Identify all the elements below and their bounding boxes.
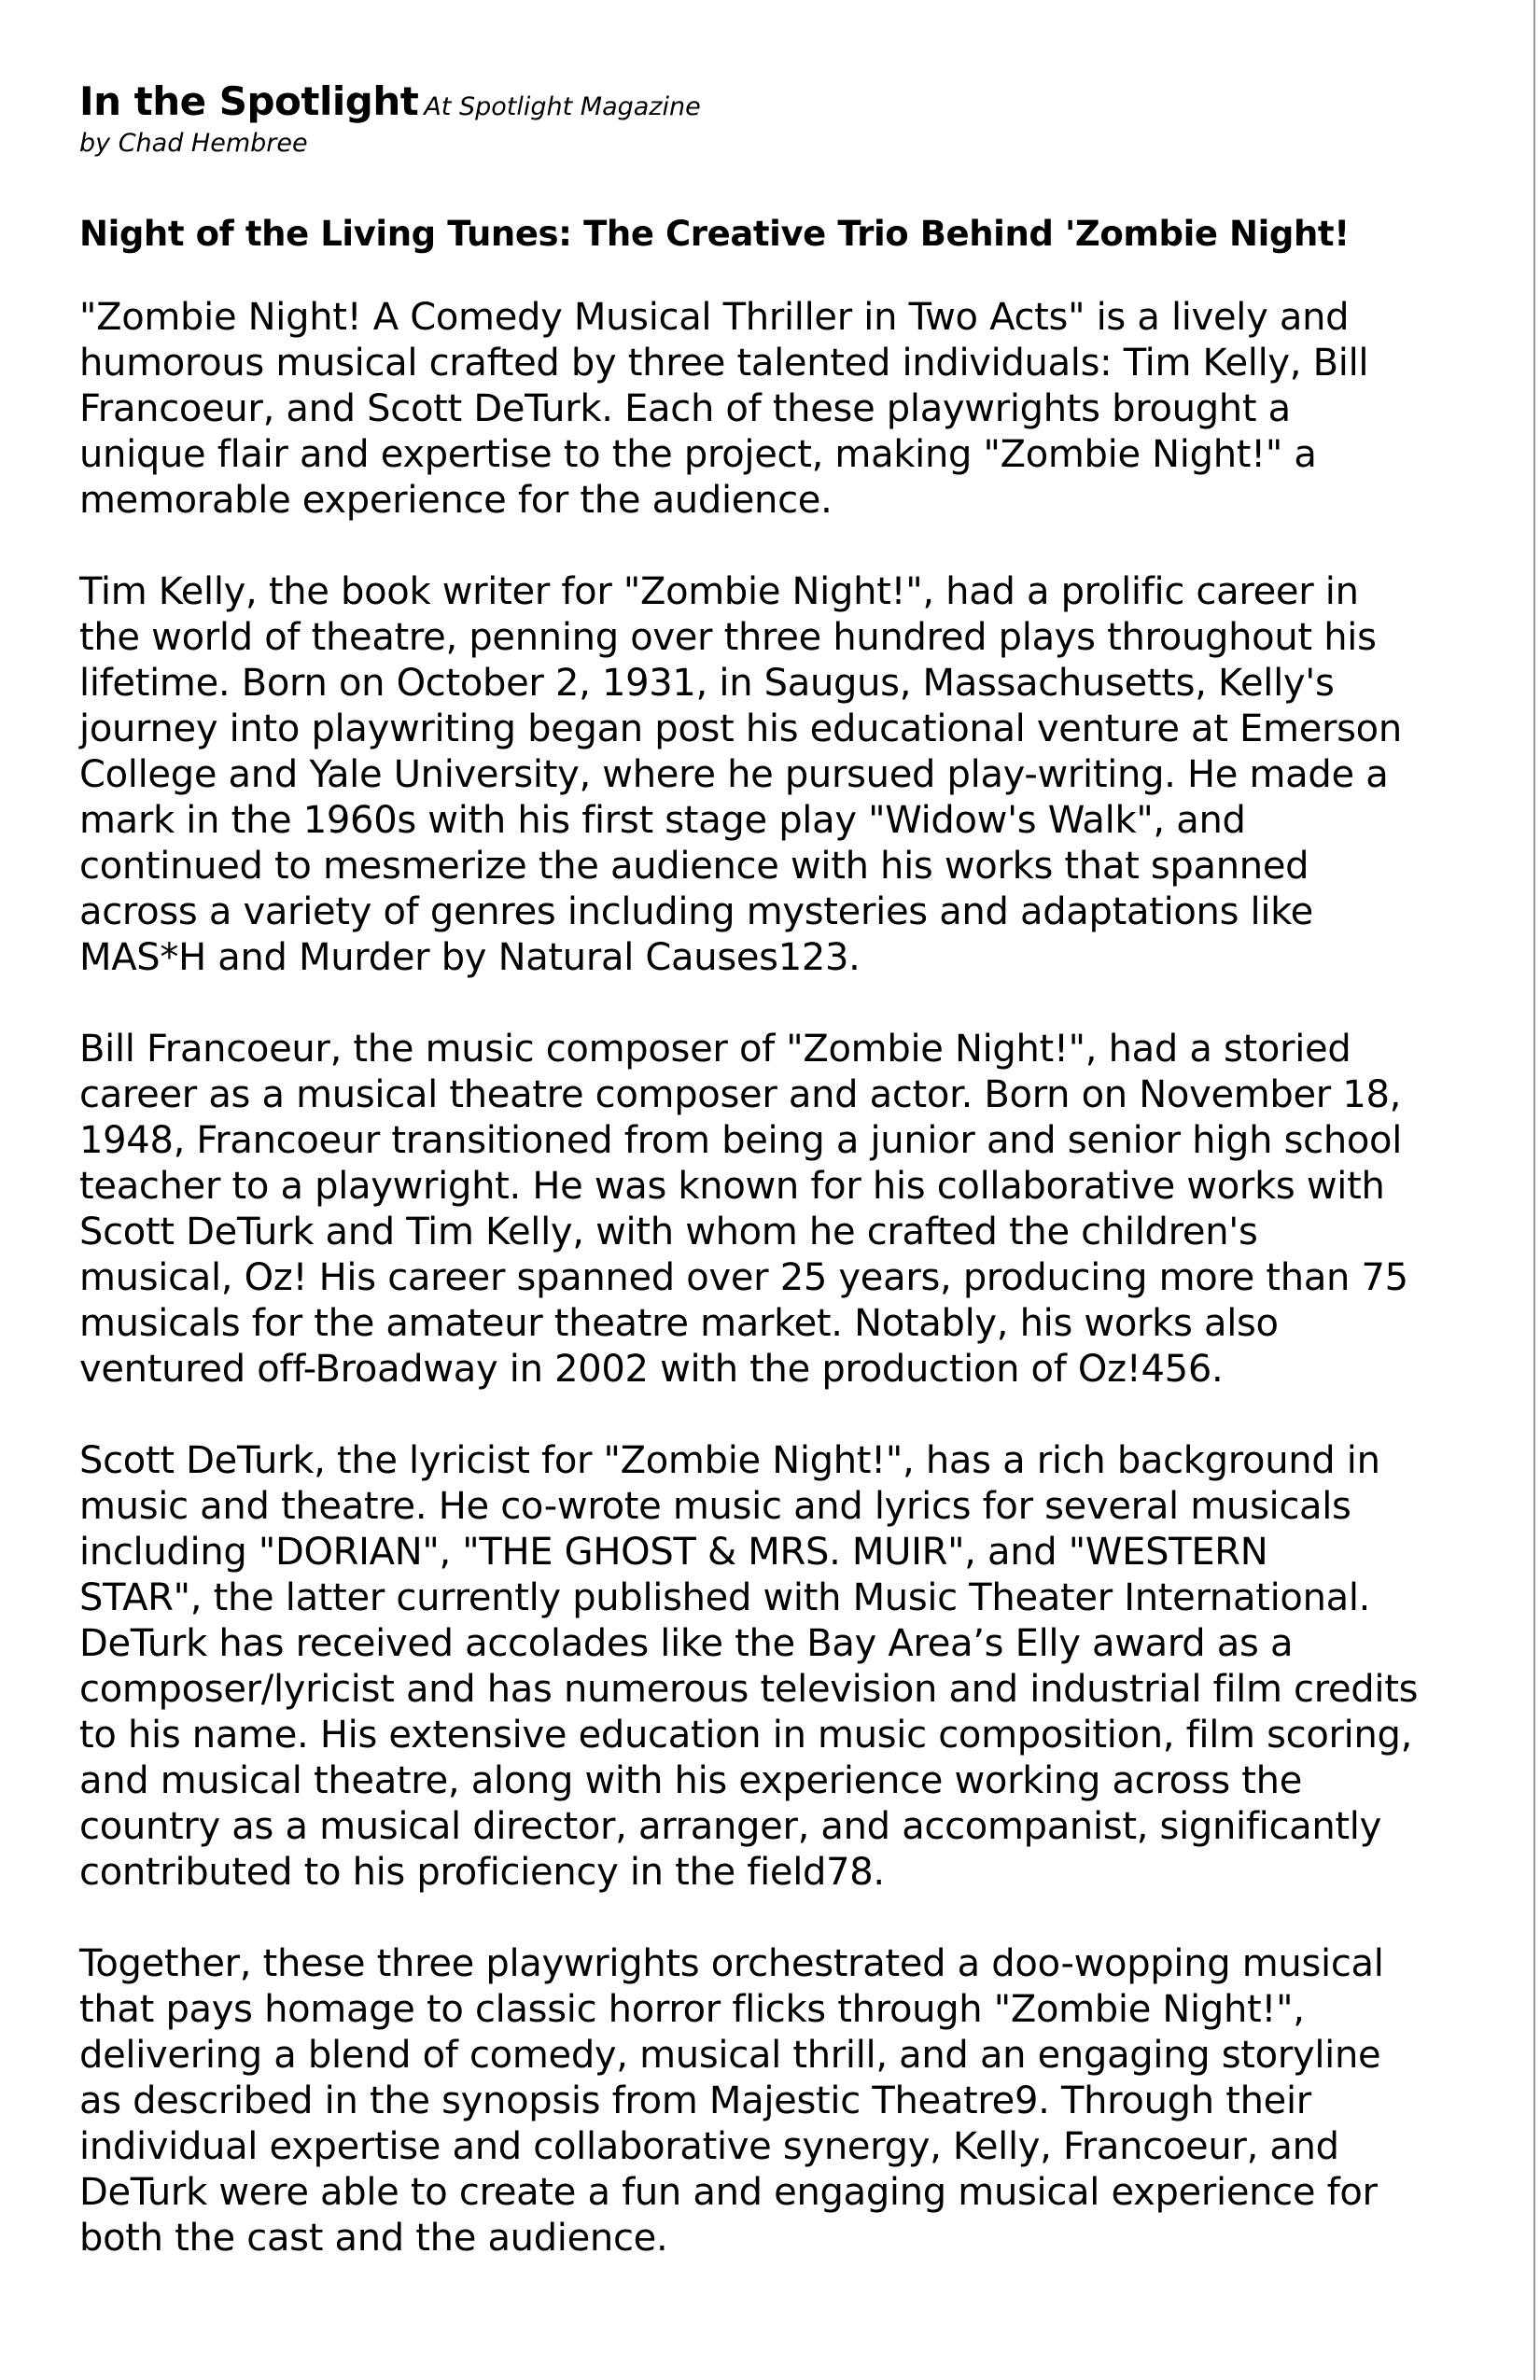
paragraph-line: Scott DeTurk and Tim Kelly, with whom he crafted the children's — [79, 1211, 1258, 1253]
paragraph-line: contributed to his proficiency in the field78. — [79, 1851, 885, 1894]
article-body — [79, 295, 1479, 2261]
article-paragraph — [79, 1027, 1479, 1393]
paragraph-line: music and theatre. He co-wrote music and lyrics for several musicals — [79, 1485, 1351, 1528]
paragraph-line: country as a musical director, arranger, and accompanist, significantly — [79, 1805, 1381, 1848]
paragraph-line: memorable experience for the audience. — [79, 479, 833, 522]
paragraph-line: humorous musical crafted by three talented individuals: Tim Kelly, Bill — [79, 342, 1369, 385]
paragraph-line: both the cast and the audience. — [79, 2217, 668, 2260]
article-paragraph — [79, 295, 1479, 524]
paragraph-line: DeTurk has received accolades like the Bay Area’s Elly award as a — [79, 1622, 1294, 1665]
paragraph-line: journey into playwriting began post his educational venture at Emerson — [79, 707, 1402, 750]
paragraph-line: musicals for the amateur theatre market. Notably, his works also — [79, 1302, 1279, 1345]
article-content — [79, 78, 1479, 2307]
paragraph-line: Bill Francoeur, the music composer of "Zombie Night!", had a storied — [79, 1028, 1351, 1071]
publication-name: At Spotlight Magazine — [424, 92, 701, 121]
paragraph-line: Together, these three playwrights orchestrated a doo-wopping musical — [79, 1942, 1384, 1985]
paragraph-line: Scott DeTurk, the lyricist for "Zombie Night!", has a rich background in — [79, 1439, 1380, 1482]
article-paragraph — [79, 569, 1479, 981]
paragraph-line: composer/lyricist and has numerous television and industrial film credits — [79, 1668, 1419, 1711]
paragraph-line: career as a musical theatre composer and actor. Born on November 18, — [79, 1073, 1402, 1116]
column-title: In the Spotlight — [79, 78, 419, 124]
paragraph-line: lifetime. Born on October 2, 1931, in Saugus, Massachusetts, Kelly's — [79, 662, 1335, 705]
masthead — [79, 78, 1479, 124]
paragraph-line: to his name. His extensive education in music composition, film scoring, — [79, 1714, 1413, 1757]
byline: by Chad Hembree — [79, 129, 308, 158]
page-edge-rule — [1533, 0, 1535, 2380]
paragraph-line: 1948, Francoeur transitioned from being a junior and senior high school — [79, 1119, 1403, 1162]
paragraph-line: that pays homage to classic horror flicks through "Zombie Night!", — [79, 1988, 1305, 2031]
paragraph-line: the world of theatre, penning over three hundred plays throughout his — [79, 616, 1377, 659]
paragraph-line: College and Yale University, where he pursued play-writing. He made a — [79, 753, 1389, 796]
paragraph-line: DeTurk were able to create a fun and engaging musical experience for — [79, 2171, 1378, 2214]
article-headline: Night of the Living Tunes: The Creative Trio Behind 'Zombie Night! — [79, 214, 1350, 254]
paragraph-line: across a variety of genres including mysteries and adaptations like — [79, 890, 1313, 933]
paragraph-line: musical, Oz! His career spanned over 25 years, producing more than 75 — [79, 1256, 1408, 1299]
paragraph-line: mark in the 1960s with his first stage play "Widow's Walk", and — [79, 799, 1246, 842]
paragraph-line: teacher to a playwright. He was known for his collaborative works with — [79, 1165, 1385, 1208]
paragraph-line: MAS*H and Murder by Natural Causes123. — [79, 936, 861, 979]
paragraph-line: Francoeur, and Scott DeTurk. Each of these playwrights brought a — [79, 387, 1291, 430]
paragraph-line: delivering a blend of comedy, musical thrill, and an engaging storyline — [79, 2034, 1381, 2077]
article-paragraph — [79, 1438, 1479, 1896]
paragraph-line: and musical theatre, along with his experience working across the — [79, 1759, 1303, 1802]
paragraph-line: unique flair and expertise to the project, making "Zombie Night!" a — [79, 433, 1317, 476]
paragraph-line: including "DORIAN", "THE GHOST & MRS. MUIR", and "WESTERN — [79, 1531, 1268, 1574]
paragraph-line: STAR", the latter currently published with Music Theater International. — [79, 1576, 1371, 1619]
paragraph-line: continued to mesmerize the audience with his works that spanned — [79, 845, 1309, 888]
paragraph-line: individual expertise and collaborative synergy, Kelly, Francoeur, and — [79, 2125, 1339, 2168]
paragraph-line: "Zombie Night! A Comedy Musical Thriller in Two Acts" is a lively and — [79, 296, 1350, 339]
paragraph-line: Tim Kelly, the book writer for "Zombie Night!", had a prolific career in — [79, 570, 1359, 613]
paragraph-line: ventured off-Broadway in 2002 with the production of Oz!456. — [79, 1348, 1224, 1391]
paragraph-line: as described in the synopsis from Majestic Theatre9. Through their — [79, 2079, 1311, 2122]
article-paragraph — [79, 1941, 1479, 2261]
